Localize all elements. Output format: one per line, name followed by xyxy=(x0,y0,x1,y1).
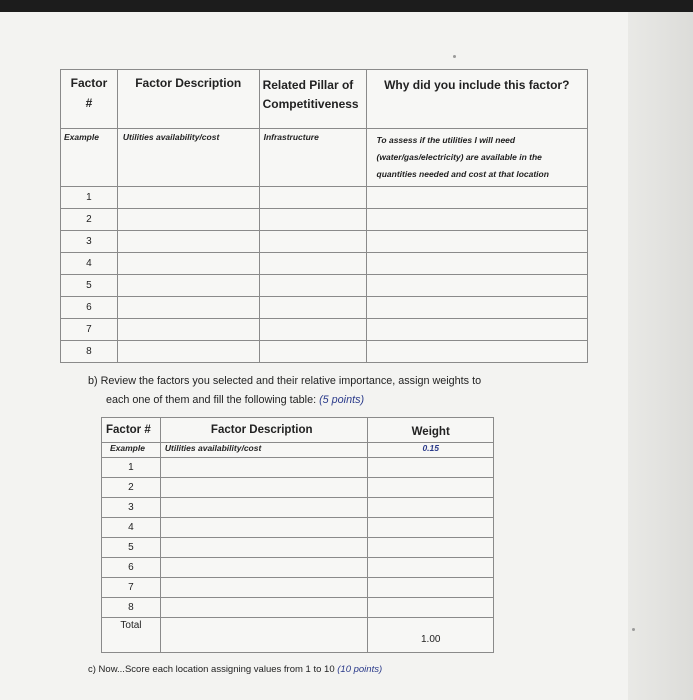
row-number: 2 xyxy=(61,209,118,231)
reason-text: To assess if the utilities I will need xyxy=(376,135,516,145)
header-text: Related Pillar of xyxy=(262,78,354,92)
weight-cell[interactable] xyxy=(368,498,494,518)
pillar-cell[interactable] xyxy=(259,253,366,275)
pillar-cell[interactable] xyxy=(259,187,366,209)
points-label: (5 points) xyxy=(319,394,365,406)
total-row xyxy=(102,618,494,653)
table-row xyxy=(102,478,494,498)
header-row xyxy=(102,418,494,443)
reason-cell[interactable] xyxy=(366,253,587,275)
total-label: Total xyxy=(102,618,161,653)
header-text: Factor xyxy=(70,76,108,90)
description-cell[interactable] xyxy=(160,458,368,478)
pillar-cell[interactable] xyxy=(259,297,366,319)
instruction-line xyxy=(88,391,558,410)
table-row xyxy=(102,558,494,578)
example-pillar: Infrastructure xyxy=(259,129,366,187)
description-cell[interactable] xyxy=(117,187,259,209)
weights-table xyxy=(101,417,494,653)
row-number: 3 xyxy=(102,498,161,518)
pillar-cell[interactable] xyxy=(259,275,366,297)
table-row xyxy=(102,518,494,538)
description-cell[interactable] xyxy=(160,558,368,578)
table-row xyxy=(61,319,588,341)
factor-description-header: Factor Description xyxy=(160,418,368,443)
description-cell[interactable] xyxy=(117,209,259,231)
row-number: 2 xyxy=(102,478,161,498)
weight-cell[interactable] xyxy=(368,458,494,478)
weight-header: Weight xyxy=(368,418,494,443)
row-number: 8 xyxy=(102,598,161,618)
description-cell[interactable] xyxy=(117,253,259,275)
row-number: 5 xyxy=(102,538,161,558)
row-number: 4 xyxy=(102,518,161,538)
factor-number-header xyxy=(61,70,118,129)
related-pillar-header xyxy=(259,70,366,129)
header-row xyxy=(61,70,588,129)
table-row xyxy=(102,498,494,518)
header-text: # xyxy=(85,96,93,110)
row-number: 3 xyxy=(61,231,118,253)
header-text: Competitiveness xyxy=(262,97,359,111)
reason-text: (water/gas/electricity) are available in the xyxy=(376,152,542,162)
row-number: 4 xyxy=(61,253,118,275)
row-number: 1 xyxy=(61,187,118,209)
reason-cell[interactable] xyxy=(366,319,587,341)
description-cell[interactable] xyxy=(160,518,368,538)
example-label: Example xyxy=(61,129,118,187)
pillar-cell[interactable] xyxy=(259,231,366,253)
weight-cell[interactable] xyxy=(368,538,494,558)
table-row xyxy=(102,578,494,598)
description-cell[interactable] xyxy=(117,341,259,363)
description-cell[interactable] xyxy=(160,578,368,598)
factors-table xyxy=(60,69,588,363)
factor-number-header: Factor # xyxy=(102,418,161,443)
part-b-instructions xyxy=(88,372,558,410)
page-edge xyxy=(628,12,693,700)
weight-cell[interactable] xyxy=(368,578,494,598)
description-cell[interactable] xyxy=(117,275,259,297)
total-weight: 1.00 xyxy=(368,618,494,653)
table-row xyxy=(61,187,588,209)
row-number: 5 xyxy=(61,275,118,297)
why-header: Why did you include this factor? xyxy=(366,70,587,129)
instruction-text: each one of them and fill the following table: xyxy=(106,394,320,406)
table-row xyxy=(61,231,588,253)
pillar-cell[interactable] xyxy=(259,209,366,231)
reason-cell[interactable] xyxy=(366,209,587,231)
example-row xyxy=(102,443,494,458)
table-row xyxy=(61,253,588,275)
points-label: (10 points) xyxy=(337,664,383,675)
example-description: Utilities availability/cost xyxy=(117,129,259,187)
weight-cell[interactable] xyxy=(368,558,494,578)
description-cell[interactable] xyxy=(117,297,259,319)
description-cell[interactable] xyxy=(160,478,368,498)
reason-cell[interactable] xyxy=(366,297,587,319)
factor-description-header: Factor Description xyxy=(117,70,259,129)
table-row xyxy=(102,598,494,618)
table-row xyxy=(61,297,588,319)
table-row xyxy=(102,458,494,478)
description-cell[interactable] xyxy=(160,538,368,558)
description-cell[interactable] xyxy=(160,598,368,618)
table-row xyxy=(61,209,588,231)
weight-cell[interactable] xyxy=(368,598,494,618)
table-row xyxy=(102,538,494,558)
row-number: 8 xyxy=(61,341,118,363)
example-row xyxy=(61,129,588,187)
weight-cell[interactable] xyxy=(368,478,494,498)
part-c-instructions xyxy=(88,664,382,675)
total-description-cell xyxy=(160,618,368,653)
row-number: 6 xyxy=(102,558,161,578)
weight-cell[interactable] xyxy=(368,518,494,538)
row-number: 6 xyxy=(61,297,118,319)
description-cell[interactable] xyxy=(117,231,259,253)
reason-cell[interactable] xyxy=(366,341,587,363)
table-row xyxy=(61,341,588,363)
example-label: Example xyxy=(102,443,161,458)
description-cell[interactable] xyxy=(160,498,368,518)
row-number: 1 xyxy=(102,458,161,478)
table-row xyxy=(61,275,588,297)
example-description: Utilities availability/cost xyxy=(160,443,368,458)
instruction-text: c) Now...Score each location assigning values from 1 to 10 xyxy=(88,664,338,675)
pillar-cell[interactable] xyxy=(259,319,366,341)
reason-cell[interactable] xyxy=(366,231,587,253)
reason-cell[interactable] xyxy=(366,187,587,209)
reason-text: quantities needed and cost at that location xyxy=(376,169,549,179)
instruction-line: b) Review the factors you selected and their relative importance, assign weights to xyxy=(88,375,482,387)
pillar-cell[interactable] xyxy=(259,341,366,363)
description-cell[interactable] xyxy=(117,319,259,341)
row-number: 7 xyxy=(102,578,161,598)
example-weight: 0.15 xyxy=(368,443,494,458)
paper-speck xyxy=(632,628,635,631)
paper-speck xyxy=(453,55,456,58)
row-number: 7 xyxy=(61,319,118,341)
reason-cell[interactable] xyxy=(366,275,587,297)
top-dark-bar xyxy=(0,0,693,12)
example-reason xyxy=(366,129,587,187)
